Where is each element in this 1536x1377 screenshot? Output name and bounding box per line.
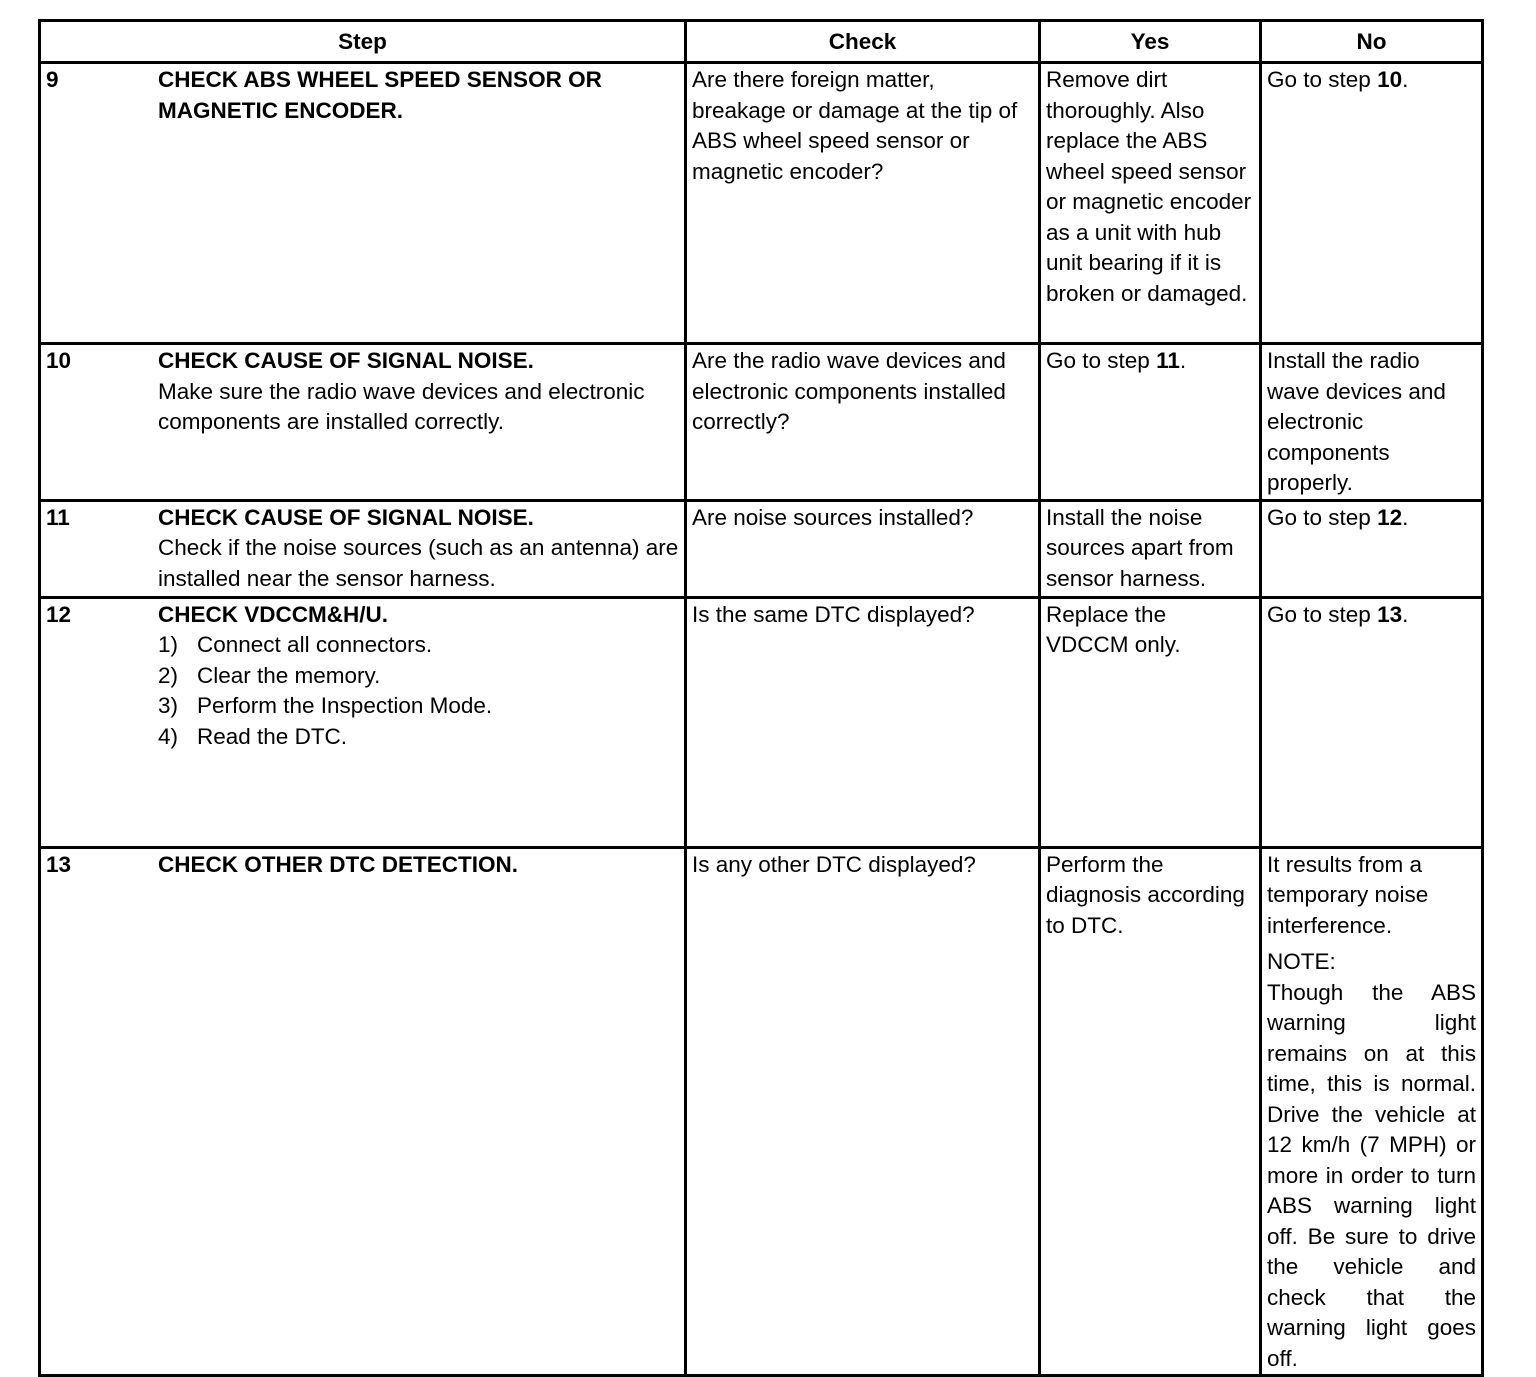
step-link: 11 xyxy=(1156,348,1180,373)
table-row xyxy=(40,344,1483,501)
substep-number: 4) xyxy=(158,723,179,749)
no-cell xyxy=(1261,597,1483,847)
table-row xyxy=(40,63,1483,344)
step-number: 11 xyxy=(46,504,70,530)
table-row xyxy=(40,847,1483,1376)
step-cell xyxy=(40,63,686,344)
no-text: Go to step xyxy=(1267,601,1378,627)
substep xyxy=(158,661,679,692)
step-link: 13 xyxy=(1377,601,1403,627)
substep-number: 3) xyxy=(158,693,179,718)
no-cell xyxy=(1261,500,1483,597)
step-number: 12 xyxy=(46,601,72,627)
no-text: It results from a temporary noise interference. xyxy=(1267,851,1429,938)
substep-text: Perform the Inspection Mode. xyxy=(197,693,493,718)
substep xyxy=(158,630,679,661)
check-cell: Is the same DTC displayed? xyxy=(686,597,1040,847)
step-description: Check if the noise sources (such as an antenna) are installed near the sensor harness. xyxy=(158,535,679,591)
yes-text: Go to step xyxy=(1046,348,1157,373)
step-title: CHECK CAUSE OF SIGNAL NOISE. xyxy=(158,504,534,530)
table-row xyxy=(40,500,1483,597)
no-suffix: . xyxy=(1402,67,1409,92)
no-cell xyxy=(1261,847,1483,1376)
check-cell: Are there foreign matter, breakage or damage at the tip of ABS wheel speed sensor or magnetic encoder? xyxy=(686,63,1040,344)
yes-cell: Perform the diagnosis according to DTC. xyxy=(1040,847,1261,1376)
substep-text: Read the DTC. xyxy=(197,723,348,749)
step-title: CHECK CAUSE OF SIGNAL NOISE. xyxy=(158,348,534,373)
header-check: Check xyxy=(686,21,1040,63)
header-no: No xyxy=(1261,21,1483,63)
yes-suffix: . xyxy=(1179,348,1187,373)
diagnostic-table xyxy=(38,19,1484,1377)
check-cell: Are noise sources installed? xyxy=(686,500,1040,597)
no-suffix: . xyxy=(1402,504,1409,530)
yes-cell: Install the noise sources apart from sensor harness. xyxy=(1040,500,1261,597)
header-step: Step xyxy=(40,21,686,63)
substep-text: Clear the memory. xyxy=(197,662,381,688)
no-cell: Install the radio wave devices and electronic components properly. xyxy=(1261,344,1483,501)
step-cell xyxy=(40,344,686,501)
step-cell xyxy=(40,500,686,597)
step-link: 10 xyxy=(1377,67,1403,92)
yes-cell xyxy=(1040,344,1261,501)
no-cell xyxy=(1261,63,1483,344)
yes-cell: Replace the VDCCM only. xyxy=(1040,597,1261,847)
step-title: CHECK VDCCM&H/U. xyxy=(158,601,388,627)
header-row xyxy=(40,21,1483,63)
step-title: CHECK ABS WHEEL SPEED SENSOR OR MAGNETIC ENCODER. xyxy=(158,67,602,123)
note-text: Though the ABS warning light remains on at this time, this is normal. Drive the vehicle at 12 km/h (7 MPH) or more in order to turn ABS warning light off. Be sure to drive the vehicle and check that the warning light goes off. xyxy=(1267,979,1476,1371)
step-description: Make sure the radio wave devices and electronic components are installed correctly. xyxy=(158,378,645,434)
substep xyxy=(158,691,679,722)
substep-number: 2) xyxy=(158,662,179,688)
note-label: NOTE: xyxy=(1267,949,1336,974)
yes-cell: Remove dirt thoroughly. Also replace the ABS wheel speed sensor or magnetic encoder as a unit with hub unit bearing if it is broken or damaged. xyxy=(1040,63,1261,344)
table-row xyxy=(40,597,1483,847)
step-link: 12 xyxy=(1377,504,1403,530)
substep xyxy=(158,722,679,753)
step-number: 13 xyxy=(46,851,72,877)
substep-number: 1) xyxy=(158,632,179,657)
step-number: 10 xyxy=(46,348,72,373)
no-text: Go to step xyxy=(1267,67,1378,92)
step-title: CHECK OTHER DTC DETECTION. xyxy=(158,851,518,877)
step-cell xyxy=(40,597,686,847)
header-yes: Yes xyxy=(1040,21,1261,63)
step-number: 9 xyxy=(46,67,59,92)
no-suffix: . xyxy=(1402,601,1409,627)
no-text: Go to step xyxy=(1267,504,1378,530)
substep-text: Connect all connectors. xyxy=(197,632,433,657)
step-cell xyxy=(40,847,686,1376)
check-cell: Is any other DTC displayed? xyxy=(686,847,1040,1376)
check-cell: Are the radio wave devices and electronic components installed correctly? xyxy=(686,344,1040,501)
